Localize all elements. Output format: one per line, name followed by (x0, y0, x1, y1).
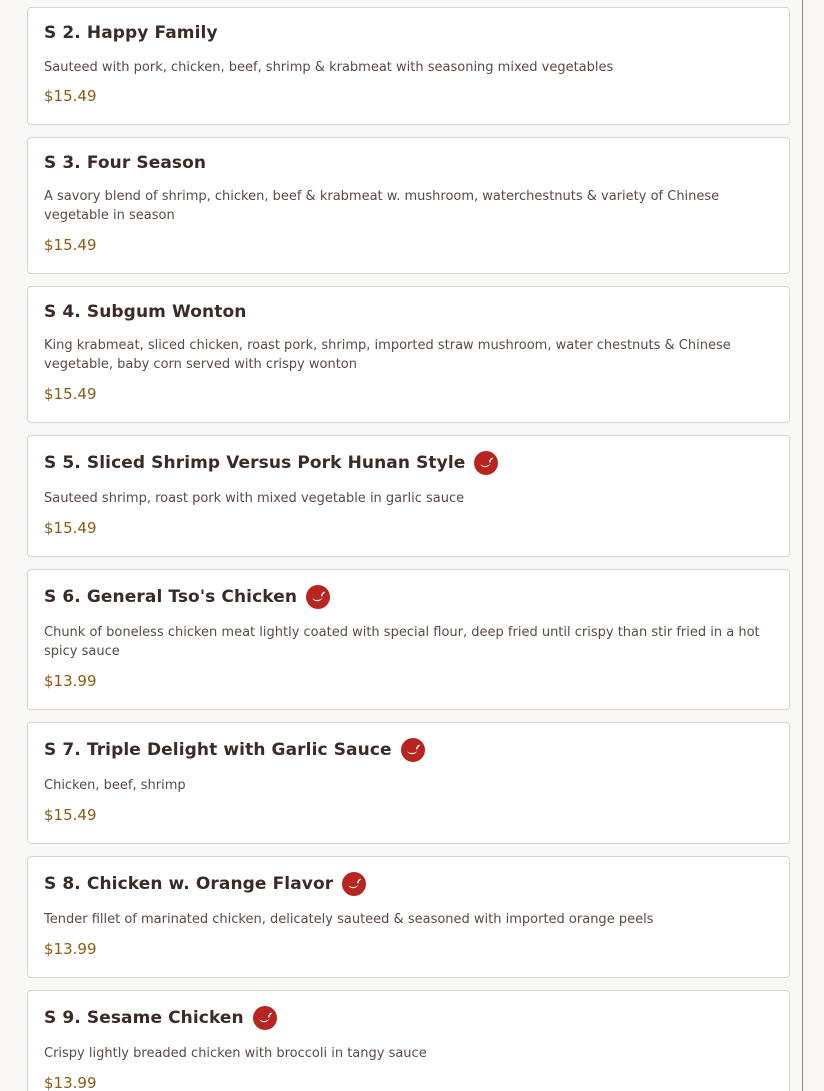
item-name: S 2. Happy Family (44, 23, 218, 43)
chili-pepper-icon (474, 451, 498, 475)
chili-pepper-icon (253, 1006, 277, 1030)
page-border (802, 0, 803, 1091)
item-name: S 8. Chicken w. Orange Flavor (44, 874, 334, 894)
menu-item-four-season[interactable] (27, 137, 790, 274)
menu-item-chicken-orange-flavor[interactable] (27, 856, 790, 978)
item-price: $15.49 (44, 519, 97, 537)
chili-pepper-icon (401, 738, 425, 762)
item-description: Sauteed with pork, chicken, beef, shrimp & krabmeat with seasoning mixed vegetables (44, 60, 614, 75)
item-price: $15.49 (44, 87, 97, 105)
menu-item-triple-delight[interactable] (27, 722, 790, 844)
chili-pepper-icon (342, 872, 366, 896)
item-price: $15.49 (44, 385, 97, 403)
item-description: Chunk of boneless chicken meat lightly coated with special flour, deep fried until crispy than stir fried in a hot spicy sauce (44, 625, 760, 659)
chili-pepper-icon (306, 585, 330, 609)
item-name: S 5. Sliced Shrimp Versus Pork Hunan Style (44, 453, 466, 473)
item-description: A savory blend of shrimp, chicken, beef & krabmeat w. mushroom, waterchestnuts & variety of Chinese vegetable in season (44, 189, 720, 223)
item-price: $15.49 (44, 236, 97, 254)
menu-item-happy-family[interactable] (27, 7, 790, 125)
item-description: Crispy lightly breaded chicken with broccoli in tangy sauce (44, 1046, 427, 1061)
item-name: S 7. Triple Delight with Garlic Sauce (44, 740, 392, 760)
item-price: $13.99 (44, 672, 97, 690)
item-name: S 6. General Tso's Chicken (44, 587, 298, 607)
item-description: Sauteed shrimp, roast pork with mixed vegetable in garlic sauce (44, 491, 465, 506)
menu-item-sliced-shrimp-versus-pork[interactable] (27, 435, 790, 557)
menu-item-sesame-chicken[interactable] (27, 990, 790, 1091)
item-name: S 3. Four Season (44, 153, 207, 173)
item-name: S 4. Subgum Wonton (44, 302, 247, 322)
item-description: Chicken, beef, shrimp (44, 778, 186, 793)
menu-item-subgum-wonton[interactable] (27, 286, 790, 423)
item-price: $13.99 (44, 1074, 97, 1091)
item-price: $13.99 (44, 940, 97, 958)
menu-item-general-tsos-chicken[interactable] (27, 569, 790, 710)
item-name: S 9. Sesame Chicken (44, 1008, 244, 1028)
item-description: King krabmeat, sliced chicken, roast pork, shrimp, imported straw mushroom, water chestnuts & Chinese vegetable, baby corn served with crispy wonton (44, 338, 731, 372)
item-description: Tender fillet of marinated chicken, delicately sauteed & seasoned with imported orange peels (44, 912, 654, 927)
item-price: $15.49 (44, 806, 97, 824)
